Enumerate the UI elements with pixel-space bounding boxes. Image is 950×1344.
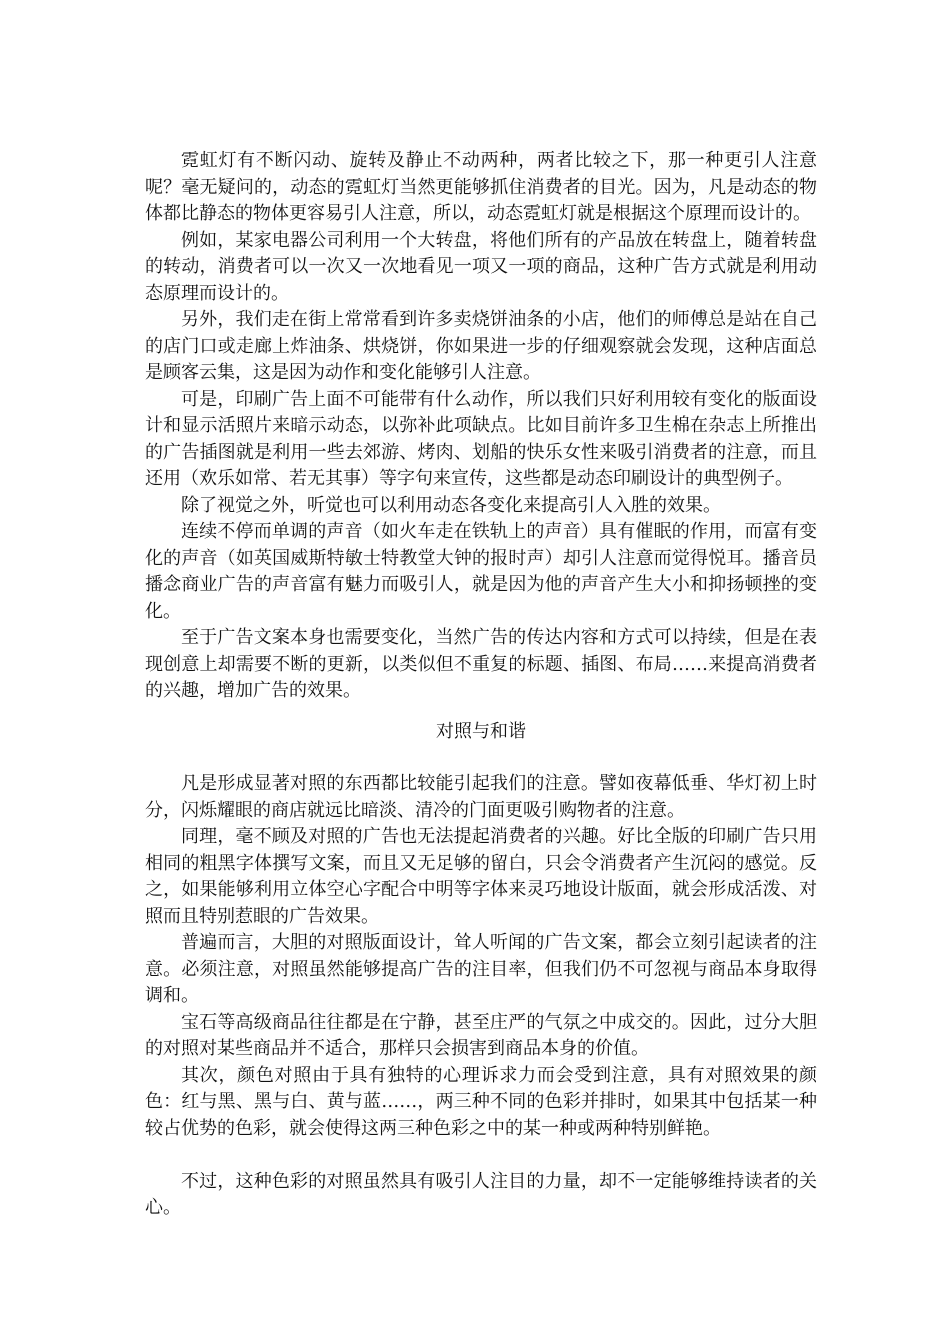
- paragraph: 连续不停而单调的声音（如火车走在铁轨上的声音）具有催眠的作用，而富有变化的声音（如英国威斯特敏士特教堂大钟的报时声）却引人注意而觉得悦耳。播音员播念商业广告的声音富有魅力而吸引人，就是因为他的声音产生大小和抑扬顿挫的变化。: [145, 521, 817, 622]
- paragraph: 可是，印刷广告上面不可能带有什么动作，所以我们只好利用较有变化的版面设计和显示活照片来暗示动态，以弥补此项缺点。比如目前许多卫生棉在杂志上所推出的广告插图就是利用一些去郊游、烤肉、划船的快乐女性来吸引消费者的注意，而且还用（欢乐如常、若无其事）等字句来宣传，这些都是动态印刷设计的典型例子。: [145, 388, 817, 489]
- section-heading: 对照与和谐: [436, 720, 526, 742]
- paragraph: 不过，这种色彩的对照虽然具有吸引人注目的力量，却不一定能够维持读者的关心。: [145, 1170, 817, 1218]
- paragraph: 凡是形成显著对照的东西都比较能引起我们的注意。譬如夜幕低垂、华灯初上时分，闪烁耀眼的商店就远比暗淡、清冷的门面更吸引购物者的注意。: [145, 773, 817, 821]
- paragraph: 除了视觉之外，听觉也可以利用动态各变化来提高引人入胜的效果。: [181, 494, 721, 516]
- paragraph: 其次，颜色对照由于具有独特的心理诉求力而会受到注意，具有对照效果的颜色：红与黑、黑与白、黄与蓝……，两三种不同的色彩并排时，如果其中包括某一种较占优势的色彩，就会使得这两三种色彩之中的某一种或两种特别鲜艳。: [145, 1064, 817, 1139]
- paragraph: 另外，我们走在街上常常看到许多卖烧饼油条的小店，他们的师傅总是站在自己的店门口或走廊上炸油条、烘烧饼，你如果进一步的仔细观察就会发现，这种店面总是顾客云集，这是因为动作和变化能够引人注意。: [145, 309, 817, 383]
- paragraph: 例如，某家电器公司利用一个大转盘，将他们所有的产品放在转盘上，随着转盘的转动，消费者可以一次又一次地看见一项又一项的商品，这种广告方式就是利用动态原理而设计的。: [145, 229, 817, 304]
- paragraph: 至于广告文案本身也需要变化，当然广告的传达内容和方式可以持续，但是在表现创意上却需要不断的更新，以类似但不重复的标题、插图、布局……来提高消费者的兴趣，增加广告的效果。: [145, 627, 817, 701]
- paragraph: 霓虹灯有不断闪动、旋转及静止不动两种，两者比较之下，那一种更引人注意呢？毫无疑问的，动态的霓虹灯当然更能够抓住消费者的目光。因为，凡是动态的物体都比静态的物体更容易引人注意，所以，动态霓虹灯就是根据这个原理而设计的。: [145, 150, 817, 224]
- paragraph: 普遍而言，大胆的对照版面设计，耸人听闻的广告文案，都会立刻引起读者的注意。必须注意，对照虽然能够提高广告的注目率，但我们仍不可忽视与商品本身取得调和。: [145, 932, 817, 1006]
- paragraph: 同理，毫不顾及对照的广告也无法提起消费者的兴趣。好比全版的印刷广告只用相同的粗黑字体撰写文案，而且又无足够的留白，只会令消费者产生沉闷的感觉。反之，如果能够利用立体空心字配合中明等字体来灵巧地设计版面，就会形成活泼、对照而且特别惹眼的广告效果。: [145, 826, 817, 927]
- paragraph: 宝石等高级商品往往都是在宁静，甚至庄严的气氛之中成交的。因此，过分大胆的对照对某些商品并不适合，那样只会损害到商品本身的价值。: [145, 1011, 817, 1059]
- blank-line: [145, 1142, 817, 1169]
- document-page: [145, 148, 817, 1222]
